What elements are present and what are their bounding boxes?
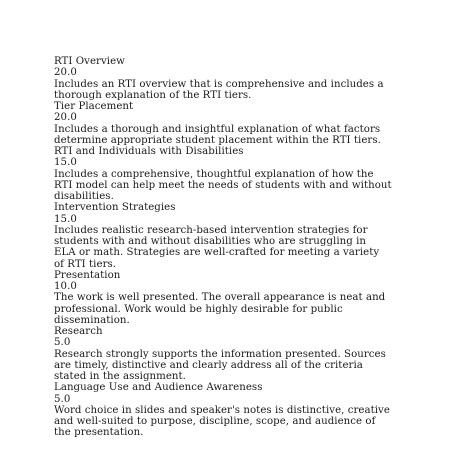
criterion-points: 5.0 — [54, 393, 71, 405]
criterion-title: Language Use and Audience Awareness — [54, 382, 263, 394]
criterion-description: thorough explanation of the RTI tiers. — [54, 89, 252, 101]
criterion-title: RTI and Individuals with Disabilities — [54, 146, 244, 157]
criterion-description: Includes a thorough and insightful explanation of what factors — [54, 123, 381, 135]
criterion-description: dissemination. — [54, 314, 130, 326]
criterion-points: 15.0 — [54, 213, 77, 225]
criterion-points: 15.0 — [54, 157, 77, 169]
document-body — [54, 56, 404, 439]
criterion-description: of RTI tiers. — [54, 258, 117, 270]
criterion-description: professional. Work would be highly desirable for public — [54, 303, 343, 315]
criterion-description: students with and without disabilities who are struggling in — [54, 236, 367, 247]
criterion-description: ELA or math. Strategies are well-crafted for meeting a variety — [54, 247, 380, 259]
criterion-description: disabilities. — [54, 191, 114, 202]
criterion-title: Tier Placement — [54, 101, 134, 112]
criterion-points: 10.0 — [54, 281, 77, 292]
criterion-description: stated in the assignment. — [54, 371, 186, 382]
criterion-description: Research strongly supports the information presented. Sources — [54, 348, 386, 360]
criterion-description: Includes an RTI overview that is comprehensive and includes a — [54, 78, 384, 90]
criterion-title: Intervention Strategies — [54, 202, 176, 214]
criterion-description: and well-suited to purpose, discipline, scope, and audience of — [54, 416, 376, 427]
criterion-description: the presentation. — [54, 427, 144, 439]
criterion-description: are timely, distinctive and clearly address all of the criteria — [54, 359, 363, 371]
criterion-description: Includes realistic research-based intervention strategies for — [54, 224, 368, 236]
criterion-points: 20.0 — [54, 67, 77, 79]
criterion-title: Presentation — [54, 269, 121, 281]
criterion-description: Includes a comprehensive, thoughtful explanation of how the — [54, 168, 374, 180]
criterion-points: 20.0 — [54, 112, 77, 124]
criterion-title: Research — [54, 326, 103, 337]
criterion-description: determine appropriate student placement within the RTI tiers. — [54, 134, 381, 146]
criterion-description: Word choice in slides and speaker's notes is distinctive, creative — [54, 404, 390, 416]
criterion-description: RTI model can help meet the needs of students with and without — [54, 179, 392, 191]
criterion-title: RTI Overview — [54, 56, 125, 67]
criterion-points: 5.0 — [54, 337, 71, 349]
criterion-description: The work is well presented. The overall appearance is neat and — [54, 292, 386, 304]
